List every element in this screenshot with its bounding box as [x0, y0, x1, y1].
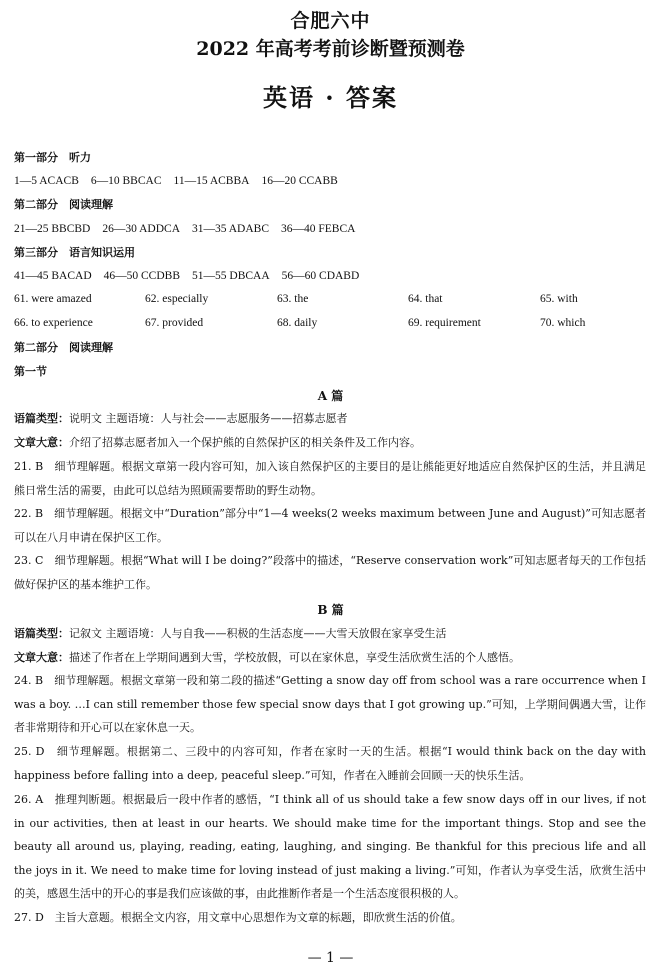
type-label: 语篇类型：	[14, 412, 69, 425]
part2b-title: 第二部分 阅读理解	[14, 341, 113, 354]
part2-answers	[14, 221, 654, 237]
answer-group: 1—5 ACACB	[14, 175, 79, 187]
fill-answer: 69. requirement	[408, 317, 481, 329]
passage-b-type	[14, 626, 654, 642]
passage-a-heading: A 篇	[317, 389, 344, 403]
school-title: 合肥六中	[290, 10, 371, 32]
part2-title: 第二部分 阅读理解	[14, 198, 113, 211]
answer-item: 25. D 细节理解题。根据第二、三段中的内容可知，作者在家时一天的生活。根据“I would think back on the day with happiness before falling into a deep, peaceful sleep.”可知，作者在入睡前会回顾一天的快乐生活。	[14, 745, 646, 782]
type-text: 记叙文 主题语境：人与自我——积极的生活态度——大雪天放假在家享受生活	[69, 627, 447, 640]
fill-answer: 62. especially	[145, 293, 209, 305]
idea-text: 描述了作者在上学期间遇到大雪，学校放假，可以在家休息，享受生活欣赏生活的个人感悟。	[69, 651, 520, 664]
page-number: — 1 —	[307, 950, 354, 966]
part3-answers	[14, 268, 654, 284]
answer-group: 31—35 ADABC	[192, 223, 270, 235]
idea-text: 介绍了招募志愿者加入一个保护熊的自然保护区的相关条件及工作内容。	[69, 436, 421, 449]
answer-group: 41—45 BACAD	[14, 270, 92, 282]
answer-group: 6—10 BBCAC	[90, 175, 162, 187]
fill-answer: 70. which	[540, 317, 586, 329]
answer-item: 23. C 细节理解题。根据“What will I be doing?”段落中的描述，“Reserve conservation work”可知志愿者每天的工作包括做好保护区的基本维护工作。	[14, 554, 646, 591]
part3-title: 第三部分 语言知识运用	[14, 246, 135, 259]
exam-title: 2022 年高考考前诊断暨预测卷	[196, 38, 465, 60]
fill-answer: 66. to experience	[14, 317, 93, 329]
passage-b-idea	[14, 650, 654, 666]
answer-group: 56—60 CDABD	[281, 270, 360, 282]
fill-answer: 65. with	[540, 293, 578, 305]
fill-answer: 68. daily	[277, 317, 318, 329]
answer-group: 16—20 CCABB	[261, 175, 338, 187]
section-title: 第一节	[14, 365, 47, 378]
answer-item: 26. A 推理判断题。根据最后一段中作者的感悟，“I think all of us should take a few snow days off in our lives, if not in our activities, then at least in our hearts. We should make time for the important things. Stop and see the beauty all around us, playing, reading, eating, laughing, and singing. Be thankful for this precious life and all the joys in it. We need to make time for loving instead of just making a living.”可知，作者认为享受生活，欣赏生活中的美，感恩生活中的开心的事是我们应该做的事，由此推断作者是一个生活态度很积极的人。	[14, 793, 646, 900]
fill-answer: 63. the	[277, 293, 309, 305]
answer-group: 51—55 DBCAA	[192, 270, 270, 282]
answer-group: 21—25 BBCBD	[14, 223, 91, 235]
type-label: 语篇类型：	[14, 627, 69, 640]
answer-group: 11—15 ACBBA	[173, 175, 250, 187]
subject-title: 英语 · 答案	[262, 83, 399, 112]
idea-label: 文章大意：	[14, 436, 69, 449]
answer-group: 46—50 CCDBB	[103, 270, 181, 282]
answer-item: 22. B 细节理解题。根据文中“Duration”部分中“1—4 weeks(2 weeks maximum between June and August)”可知志愿者可以在八月申请在保护区工作。	[14, 507, 646, 544]
passage-a-idea	[14, 435, 654, 451]
fill-answer: 64. that	[408, 293, 443, 305]
answer-item: 27. D 主旨大意题。根据全文内容，用文章中心思想作为文章的标题，即欣赏生活的价值。	[14, 911, 462, 924]
idea-label: 文章大意：	[14, 651, 69, 664]
answer-item: 21. B 细节理解题。根据文章第一段内容可知，加入该自然保护区的主要目的是让熊能更好地适应自然保护区的生活，并且满足熊日常生活的需要，由此可以总结为照顾需要帮助的野生动物。	[14, 460, 646, 497]
passage-b-heading: B 篇	[317, 603, 344, 617]
type-text: 说明文 主题语境：人与社会——志愿服务——招募志愿者	[69, 412, 348, 425]
part1-title: 第一部分 听力	[14, 151, 91, 164]
answer-group: 36—40 FEBCA	[281, 223, 356, 235]
passage-a-type	[14, 411, 654, 427]
answer-item: 24. B 细节理解题。根据文章第一段和第二段的描述“Getting a snow day off from school was a rare occurrence when I was a boy. …I can still remember those few special snow days that I got growing up.”可知，上学期间偶遇大雪，让作者非常期待和开心可以在家休息一天。	[14, 674, 646, 734]
answer-group: 26—30 ADDCA	[102, 223, 181, 235]
fill-answer: 61. were amazed	[14, 293, 92, 305]
fill-answer: 67. provided	[145, 317, 204, 329]
part1-answers	[14, 173, 654, 189]
